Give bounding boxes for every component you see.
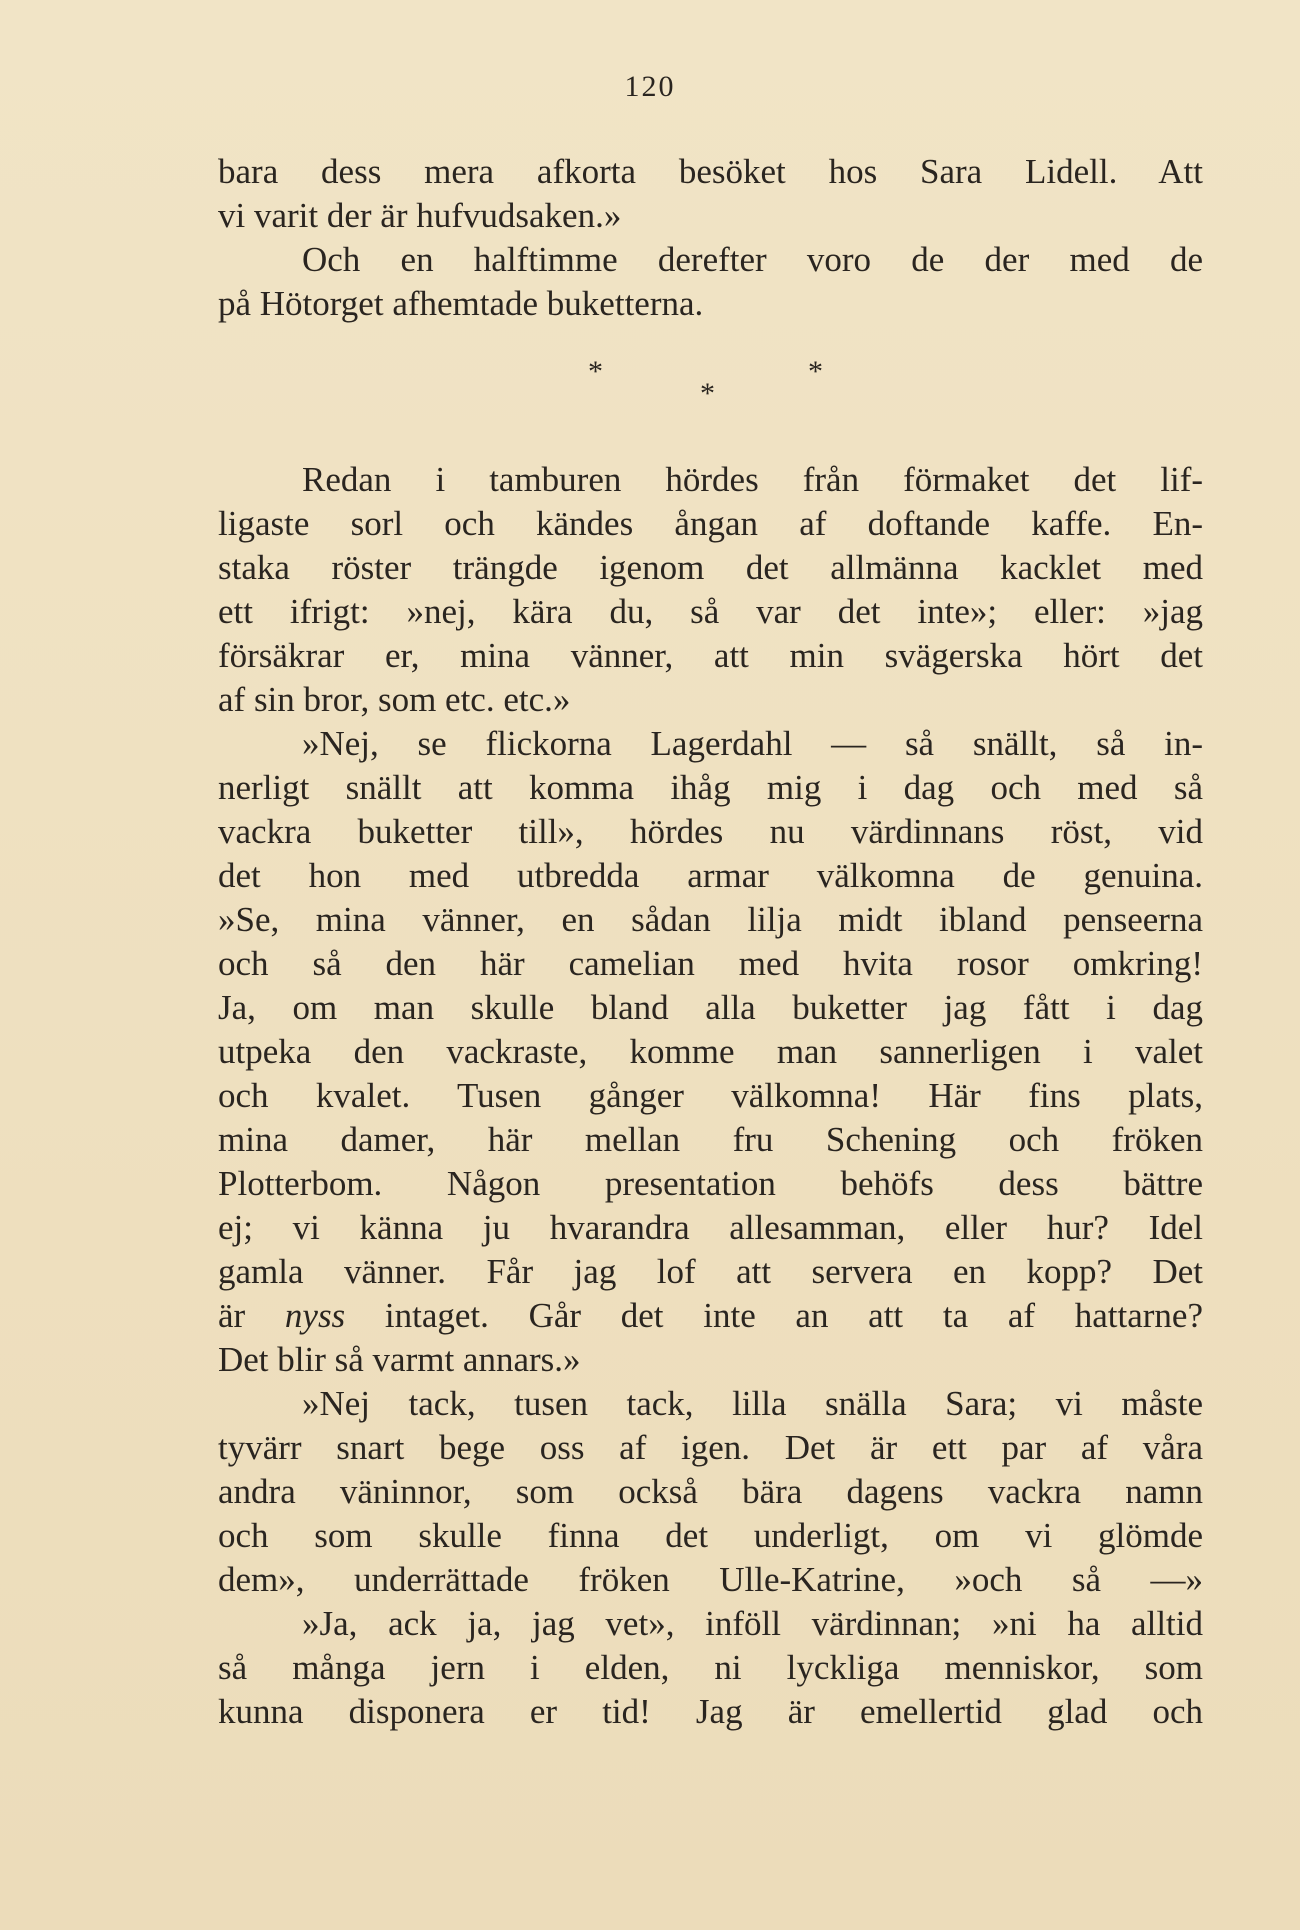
text-line: ej; vi känna ju hvarandra allesamman, eller hur? Idel xyxy=(218,1208,1203,1247)
text-line: och kvalet. Tusen gånger välkomna! Här fins plats, xyxy=(218,1076,1203,1115)
text-line: af sin bror, som etc. etc.» xyxy=(218,680,571,719)
text-line: på Hötorget afhemtade buketterna. xyxy=(218,284,704,323)
text-line: kunna disponera er tid! Jag är emellertid glad och xyxy=(218,1692,1203,1731)
text-line: gamla vänner. Får jag lof att servera en kopp? Det xyxy=(218,1252,1203,1291)
text-line: Plotterbom. Någon presentation behöfs dess bättre xyxy=(218,1164,1203,1203)
text-line-with-italic xyxy=(218,1294,1203,1338)
text-line: ligaste sorl och kändes ångan af doftande kaffe. En- xyxy=(218,504,1203,543)
text-line: »Nej, se flickorna Lagerdahl — så snällt, så in- xyxy=(302,724,1203,763)
text-line: ett ifrigt: »nej, kära du, så var det inte»; eller: »jag xyxy=(218,592,1203,631)
page-number: 120 xyxy=(624,70,676,103)
text-line: Och en halftimme derefter voro de der med de xyxy=(302,240,1203,279)
text-line: Ja, om man skulle bland alla buketter jag fått i dag xyxy=(218,988,1203,1027)
paragraph-1 xyxy=(218,150,1203,326)
text-line: nerligt snällt att komma ihåg mig i dag och med så xyxy=(218,768,1203,807)
text-line: »Nej tack, tusen tack, lilla snälla Sara; vi måste xyxy=(302,1384,1203,1423)
asterism-star: * xyxy=(588,355,603,388)
text-line: staka röster trängde igenom det allmänna kacklet med xyxy=(218,548,1203,587)
text-line: dem», underrättade fröken Ulle-Katrine, »och så —» xyxy=(218,1560,1203,1599)
text-line: »Se, mina vänner, en sådan lilja midt ibland penseerna xyxy=(218,900,1203,939)
asterism-star: * xyxy=(700,377,715,410)
text-line: Redan i tamburen hördes från förmaket det lif- xyxy=(302,460,1203,499)
text-line: så många jern i elden, ni lyckliga menniskor, som xyxy=(218,1648,1203,1687)
text-line: och som skulle finna det underligt, om vi glömde xyxy=(218,1516,1203,1555)
text-line: tyvärr snart bege oss af igen. Det är ett par af våra xyxy=(218,1428,1203,1467)
text-line: vi varit der är hufvudsaken.» xyxy=(218,196,622,235)
asterism-divider xyxy=(0,355,1300,415)
text-line: andra väninnor, som också bära dagens vackra namn xyxy=(218,1472,1203,1511)
text-line: Det blir så varmt annars.» xyxy=(218,1340,581,1379)
paragraph-2 xyxy=(218,458,1203,1734)
text-line: »Ja, ack ja, jag vet», inföll värdinnan; »ni ha alltid xyxy=(302,1604,1203,1643)
text-line: utpeka den vackraste, komme man sannerligen i valet xyxy=(218,1032,1203,1071)
text-fragment: intaget. Går det inte an att ta af hattarne? xyxy=(345,1296,1203,1335)
text-line: mina damer, här mellan fru Schening och fröken xyxy=(218,1120,1203,1159)
text-fragment: är xyxy=(218,1296,285,1335)
italic-word: nyss xyxy=(284,1296,346,1335)
asterism-star: * xyxy=(808,355,823,388)
text-line: det hon med utbredda armar välkomna de genuina. xyxy=(218,856,1203,895)
text-line: vackra buketter till», hördes nu värdinnans röst, vid xyxy=(218,812,1203,851)
text-line: bara dess mera afkorta besöket hos Sara Lidell. Att xyxy=(218,152,1203,191)
text-line: försäkrar er, mina vänner, att min svägerska hört det xyxy=(218,636,1203,675)
text-line: och så den här camelian med hvita rosor omkring! xyxy=(218,944,1203,983)
